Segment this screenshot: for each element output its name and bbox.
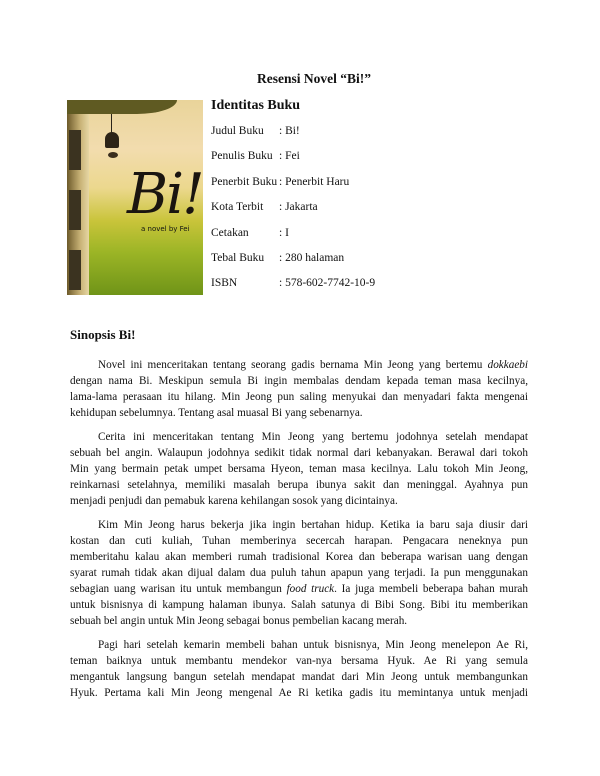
paragraph-line: [70, 373, 528, 389]
paragraph-line: [70, 493, 528, 509]
identity-value: : Bi!: [279, 125, 300, 137]
text-segment: kehidupan sebelumnya. Tentang asal muasal Bi yang sebenarnya.: [70, 407, 363, 419]
text-segment: menjadi penjudi dan pemabuk karena kehilangan sosok yang dicintainya.: [70, 495, 398, 507]
paragraph-line: [70, 669, 528, 685]
identity-label: Penulis Buku: [211, 150, 273, 163]
text-segment: sebuah bel angin. Walaupun jodohnya sedikit tidak normal dari kebanyakan. Berawal dari tokoh: [70, 447, 528, 459]
text-segment: Pagi hari setelah kemarin membeli bahan untuk bisnisnya, Min Jeong menelepon Ae Ri,: [98, 639, 528, 651]
paragraph-line: [70, 597, 528, 613]
identity-row: [211, 201, 318, 213]
paragraph-line: [70, 461, 528, 477]
paragraph-line: [70, 685, 528, 701]
italic-term: dokkaebi: [487, 359, 528, 371]
text-segment: reinkarnasi setelahnya, memiliki masalah berupa ibunya sakit dan meninggal. Ayahnya pun: [70, 479, 528, 491]
identity-label: Judul Buku: [211, 125, 264, 137]
identity-value: : I: [279, 226, 289, 239]
paragraph-line: [70, 405, 528, 421]
text-segment: mengantuk langsung bangun setelah mendapat mandat dari Min Jeong untuk membangunkan: [70, 671, 528, 683]
text-segment: syarat rumah tidak akan dijual dalam dua puluh tahun apapun yang terjadi. Ia pun menggunakan: [70, 567, 528, 579]
identity-value: : Penerbit Haru: [279, 175, 350, 188]
text-segment: Cerita ini menceritakan tentang Min Jeong yang bertemu jodohnya setelah mendapat: [98, 431, 528, 443]
identity-heading: Identitas Buku: [211, 98, 301, 113]
text-segment: Hyuk. Pertama kali Min Jeong mengenal Ae Ri ketika gadis itu memintanya untuk menjadi: [70, 687, 528, 699]
identity-value: : Fei: [279, 150, 300, 163]
identity-row: [211, 252, 344, 264]
text-segment: kostan dan cuti kuliah, Tuhan memberinya secercah harapan. Pengacara neneknya pun: [70, 535, 528, 547]
identity-value: : 280 halaman: [279, 252, 345, 264]
cover-logo: Bi!: [127, 162, 203, 227]
identity-label: Kota Terbit: [211, 201, 264, 214]
cover-byline: a novel by Fei: [141, 225, 190, 233]
paragraph-line: [70, 581, 528, 597]
identity-label: ISBN: [211, 277, 238, 290]
paragraph-line: [98, 357, 528, 373]
paragraph-line: [70, 445, 528, 461]
cover-bell-string: [111, 114, 112, 134]
identity-row: [211, 227, 289, 239]
identity-label: Penerbit Buku: [211, 175, 278, 188]
paragraph-line: [70, 533, 528, 549]
text-segment: sebuah bel angin untuk Min Jeong sebagai bonus pembelian kacang merah.: [70, 615, 408, 627]
identity-value: : 578-602-7742-10-9: [279, 277, 376, 290]
identity-value: : Jakarta: [279, 201, 318, 214]
paragraph-line: [98, 637, 528, 653]
paragraph-line: [70, 565, 528, 581]
cover-window: [69, 130, 81, 170]
text-segment: dengan nama Bi. Meskipun semula Bi ingin membalas dendam kepada teman masa kecilnya,: [70, 375, 528, 387]
text-segment: Kim Min Jeong harus bekerja jika ingin bertahan hidup. Ketika ia baru saja diusir dari: [98, 519, 528, 531]
book-cover-image: [67, 100, 203, 295]
identity-row: [211, 125, 300, 137]
paragraph-line: [98, 517, 528, 533]
paragraph-line: [70, 653, 528, 669]
text-segment: Novel ini menceritakan tentang seorang gadis bernama Min Jeong yang bertemu: [98, 359, 488, 371]
cover-fish-charm: [108, 152, 118, 158]
document-title: Resensi Novel “Bi!”: [257, 71, 371, 86]
cover-window: [69, 250, 81, 290]
text-segment: teman baiknya untuk membantu mendekor van-nya bersama Hyuk. Ae Ri yang semula: [70, 655, 528, 667]
wind-bell-icon: [105, 132, 119, 148]
paragraph-line: [70, 477, 528, 493]
identity-label: Tebal Buku: [211, 252, 265, 264]
identity-row: [211, 277, 375, 289]
text-segment: lama-lama perasaan itu hilang. Min Jeong pun saling menyukai dan menyadari fakta mengenai: [70, 391, 528, 403]
identity-row: [211, 176, 349, 188]
identity-row: [211, 150, 300, 162]
paragraph-line: [70, 613, 528, 629]
synopsis-heading: Sinopsis Bi!: [70, 327, 136, 342]
paragraph-line: [70, 549, 528, 565]
text-segment: memberitahu kalau akan memberi rumah tradisional Korea dan beberapa warisan uang dengan: [70, 551, 528, 563]
paragraph-line: [70, 389, 528, 405]
cover-window: [69, 190, 81, 230]
text-segment: sebagian uang warisan itu untuk membangun: [70, 583, 287, 595]
text-segment: untuk bisnisnya di kampung halaman ibunya. Salah satunya di Bibi Song. Bibi itu memberikan: [70, 599, 528, 611]
text-segment: . Ia juga membeli beberapa bahan murah: [334, 583, 528, 595]
identity-label: Cetakan: [211, 226, 249, 239]
text-segment: Min yang bermain petak umpet bersama Hyeon, teman masa kecilnya. Lalu tokoh Min Jeong,: [70, 463, 528, 475]
paragraph-line: [98, 429, 528, 445]
italic-term: food truck: [286, 583, 335, 595]
cover-roof: [67, 100, 177, 114]
